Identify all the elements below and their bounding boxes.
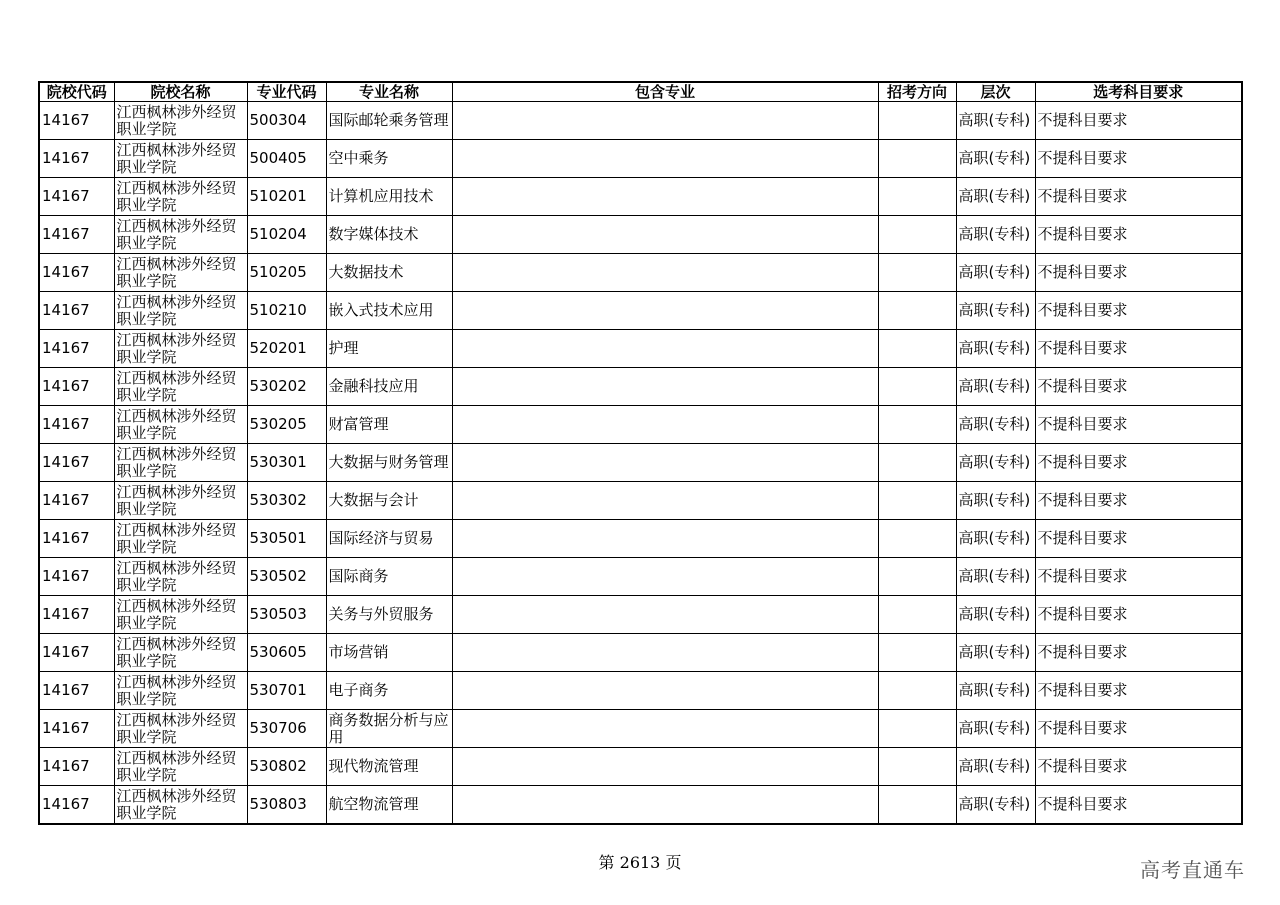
cell-major-code: 520201 (247, 330, 326, 368)
cell-level: 高职(专科) (956, 140, 1035, 178)
header-school-code: 院校代码 (39, 82, 114, 102)
cell-includes (452, 178, 878, 216)
header-requirement: 选考科目要求 (1035, 82, 1242, 102)
cell-requirement: 不提科目要求 (1035, 748, 1242, 786)
cell-direction (878, 748, 956, 786)
cell-requirement: 不提科目要求 (1035, 634, 1242, 672)
cell-includes (452, 254, 878, 292)
cell-school-code: 14167 (39, 786, 114, 825)
cell-school-code: 14167 (39, 444, 114, 482)
cell-includes (452, 634, 878, 672)
cell-level: 高职(专科) (956, 406, 1035, 444)
admissions-table (38, 81, 1243, 825)
cell-school-name: 江西枫林涉外经贸职业学院 (114, 102, 247, 140)
cell-school-code: 14167 (39, 596, 114, 634)
cell-major-name: 国际商务 (326, 558, 452, 596)
cell-includes (452, 406, 878, 444)
cell-direction (878, 672, 956, 710)
page-number: 第 2613 页 (598, 853, 682, 872)
cell-requirement: 不提科目要求 (1035, 406, 1242, 444)
header-major-name: 专业名称 (326, 82, 452, 102)
cell-includes (452, 786, 878, 825)
table-row (39, 444, 1242, 482)
cell-major-name: 大数据与财务管理 (326, 444, 452, 482)
cell-school-name: 江西枫林涉外经贸职业学院 (114, 520, 247, 558)
cell-level: 高职(专科) (956, 672, 1035, 710)
cell-requirement: 不提科目要求 (1035, 482, 1242, 520)
cell-requirement: 不提科目要求 (1035, 178, 1242, 216)
cell-school-name: 江西枫林涉外经贸职业学院 (114, 444, 247, 482)
cell-direction (878, 178, 956, 216)
header-includes: 包含专业 (452, 82, 878, 102)
cell-school-code: 14167 (39, 292, 114, 330)
table-row (39, 672, 1242, 710)
cell-direction (878, 558, 956, 596)
cell-school-name: 江西枫林涉外经贸职业学院 (114, 140, 247, 178)
cell-school-name: 江西枫林涉外经贸职业学院 (114, 216, 247, 254)
cell-major-code: 500304 (247, 102, 326, 140)
cell-school-name: 江西枫林涉外经贸职业学院 (114, 482, 247, 520)
table-row (39, 558, 1242, 596)
cell-school-code: 14167 (39, 140, 114, 178)
table-row (39, 292, 1242, 330)
cell-requirement: 不提科目要求 (1035, 786, 1242, 825)
cell-requirement: 不提科目要求 (1035, 292, 1242, 330)
cell-requirement: 不提科目要求 (1035, 330, 1242, 368)
cell-school-code: 14167 (39, 710, 114, 748)
cell-major-code: 530502 (247, 558, 326, 596)
cell-major-code: 530302 (247, 482, 326, 520)
header-school-name: 院校名称 (114, 82, 247, 102)
cell-direction (878, 710, 956, 748)
header-row (39, 82, 1242, 102)
cell-school-name: 江西枫林涉外经贸职业学院 (114, 330, 247, 368)
cell-major-name: 现代物流管理 (326, 748, 452, 786)
cell-includes (452, 330, 878, 368)
cell-level: 高职(专科) (956, 748, 1035, 786)
cell-school-name: 江西枫林涉外经贸职业学院 (114, 710, 247, 748)
cell-level: 高职(专科) (956, 178, 1035, 216)
cell-includes (452, 102, 878, 140)
cell-requirement: 不提科目要求 (1035, 558, 1242, 596)
cell-major-name: 计算机应用技术 (326, 178, 452, 216)
table-row (39, 748, 1242, 786)
cell-level: 高职(专科) (956, 330, 1035, 368)
cell-major-code: 510210 (247, 292, 326, 330)
cell-includes (452, 558, 878, 596)
watermark-text: 高考直通车 (1140, 858, 1245, 882)
cell-school-code: 14167 (39, 748, 114, 786)
cell-includes (452, 140, 878, 178)
cell-school-name: 江西枫林涉外经贸职业学院 (114, 406, 247, 444)
cell-level: 高职(专科) (956, 254, 1035, 292)
cell-level: 高职(专科) (956, 634, 1035, 672)
cell-level: 高职(专科) (956, 520, 1035, 558)
cell-school-code: 14167 (39, 634, 114, 672)
cell-requirement: 不提科目要求 (1035, 596, 1242, 634)
cell-school-code: 14167 (39, 558, 114, 596)
cell-level: 高职(专科) (956, 558, 1035, 596)
cell-major-code: 530802 (247, 748, 326, 786)
cell-school-name: 江西枫林涉外经贸职业学院 (114, 672, 247, 710)
cell-major-name: 电子商务 (326, 672, 452, 710)
cell-school-code: 14167 (39, 102, 114, 140)
cell-school-code: 14167 (39, 520, 114, 558)
cell-includes (452, 596, 878, 634)
cell-major-code: 500405 (247, 140, 326, 178)
cell-includes (452, 216, 878, 254)
cell-major-code: 510201 (247, 178, 326, 216)
cell-includes (452, 444, 878, 482)
cell-includes (452, 520, 878, 558)
cell-major-name: 财富管理 (326, 406, 452, 444)
cell-school-name: 江西枫林涉外经贸职业学院 (114, 368, 247, 406)
cell-school-code: 14167 (39, 368, 114, 406)
table-row (39, 102, 1242, 140)
cell-direction (878, 406, 956, 444)
cell-major-name: 护理 (326, 330, 452, 368)
cell-school-name: 江西枫林涉外经贸职业学院 (114, 634, 247, 672)
cell-requirement: 不提科目要求 (1035, 444, 1242, 482)
cell-level: 高职(专科) (956, 482, 1035, 520)
cell-direction (878, 520, 956, 558)
table-row (39, 140, 1242, 178)
cell-direction (878, 786, 956, 825)
cell-school-name: 江西枫林涉外经贸职业学院 (114, 178, 247, 216)
cell-major-name: 国际经济与贸易 (326, 520, 452, 558)
table-row (39, 406, 1242, 444)
cell-major-code: 530301 (247, 444, 326, 482)
cell-includes (452, 292, 878, 330)
cell-requirement: 不提科目要求 (1035, 710, 1242, 748)
table-row (39, 330, 1242, 368)
cell-major-code: 530501 (247, 520, 326, 558)
cell-level: 高职(专科) (956, 444, 1035, 482)
cell-school-name: 江西枫林涉外经贸职业学院 (114, 748, 247, 786)
cell-includes (452, 482, 878, 520)
cell-level: 高职(专科) (956, 596, 1035, 634)
table-row (39, 178, 1242, 216)
cell-school-name: 江西枫林涉外经贸职业学院 (114, 786, 247, 825)
table-row (39, 368, 1242, 406)
cell-direction (878, 634, 956, 672)
header-major-code: 专业代码 (247, 82, 326, 102)
cell-school-name: 江西枫林涉外经贸职业学院 (114, 254, 247, 292)
cell-requirement: 不提科目要求 (1035, 140, 1242, 178)
cell-school-code: 14167 (39, 672, 114, 710)
table-row (39, 254, 1242, 292)
table-row (39, 520, 1242, 558)
cell-school-code: 14167 (39, 482, 114, 520)
cell-direction (878, 330, 956, 368)
cell-direction (878, 292, 956, 330)
cell-includes (452, 672, 878, 710)
cell-level: 高职(专科) (956, 292, 1035, 330)
cell-major-code: 530706 (247, 710, 326, 748)
cell-major-code: 530605 (247, 634, 326, 672)
cell-requirement: 不提科目要求 (1035, 254, 1242, 292)
cell-direction (878, 102, 956, 140)
cell-major-name: 国际邮轮乘务管理 (326, 102, 452, 140)
cell-major-name: 商务数据分析与应用 (326, 710, 452, 748)
table-row (39, 710, 1242, 748)
cell-major-name: 金融科技应用 (326, 368, 452, 406)
cell-level: 高职(专科) (956, 710, 1035, 748)
cell-requirement: 不提科目要求 (1035, 368, 1242, 406)
cell-school-name: 江西枫林涉外经贸职业学院 (114, 558, 247, 596)
table-row (39, 786, 1242, 825)
cell-major-name: 市场营销 (326, 634, 452, 672)
cell-school-code: 14167 (39, 178, 114, 216)
cell-major-code: 530803 (247, 786, 326, 825)
table-row (39, 596, 1242, 634)
cell-major-name: 空中乘务 (326, 140, 452, 178)
header-direction: 招考方向 (878, 82, 956, 102)
cell-major-name: 大数据技术 (326, 254, 452, 292)
cell-level: 高职(专科) (956, 786, 1035, 825)
cell-major-code: 530205 (247, 406, 326, 444)
cell-major-name: 数字媒体技术 (326, 216, 452, 254)
cell-level: 高职(专科) (956, 368, 1035, 406)
cell-requirement: 不提科目要求 (1035, 102, 1242, 140)
cell-school-code: 14167 (39, 216, 114, 254)
cell-major-code: 510205 (247, 254, 326, 292)
cell-direction (878, 444, 956, 482)
cell-requirement: 不提科目要求 (1035, 216, 1242, 254)
cell-major-name: 关务与外贸服务 (326, 596, 452, 634)
cell-school-code: 14167 (39, 254, 114, 292)
cell-requirement: 不提科目要求 (1035, 672, 1242, 710)
table-row (39, 482, 1242, 520)
cell-major-code: 530701 (247, 672, 326, 710)
cell-requirement: 不提科目要求 (1035, 520, 1242, 558)
cell-direction (878, 140, 956, 178)
cell-level: 高职(专科) (956, 102, 1035, 140)
cell-includes (452, 368, 878, 406)
cell-major-code: 530202 (247, 368, 326, 406)
cell-school-name: 江西枫林涉外经贸职业学院 (114, 596, 247, 634)
cell-direction (878, 368, 956, 406)
cell-major-name: 嵌入式技术应用 (326, 292, 452, 330)
cell-school-code: 14167 (39, 406, 114, 444)
cell-major-name: 大数据与会计 (326, 482, 452, 520)
table-body (39, 102, 1242, 825)
header-level: 层次 (956, 82, 1035, 102)
cell-school-code: 14167 (39, 330, 114, 368)
cell-direction (878, 254, 956, 292)
table-row (39, 216, 1242, 254)
cell-major-name: 航空物流管理 (326, 786, 452, 825)
cell-major-code: 510204 (247, 216, 326, 254)
cell-includes (452, 710, 878, 748)
table-row (39, 634, 1242, 672)
cell-school-name: 江西枫林涉外经贸职业学院 (114, 292, 247, 330)
cell-direction (878, 482, 956, 520)
cell-level: 高职(专科) (956, 216, 1035, 254)
cell-major-code: 530503 (247, 596, 326, 634)
cell-direction (878, 596, 956, 634)
cell-direction (878, 216, 956, 254)
cell-includes (452, 748, 878, 786)
